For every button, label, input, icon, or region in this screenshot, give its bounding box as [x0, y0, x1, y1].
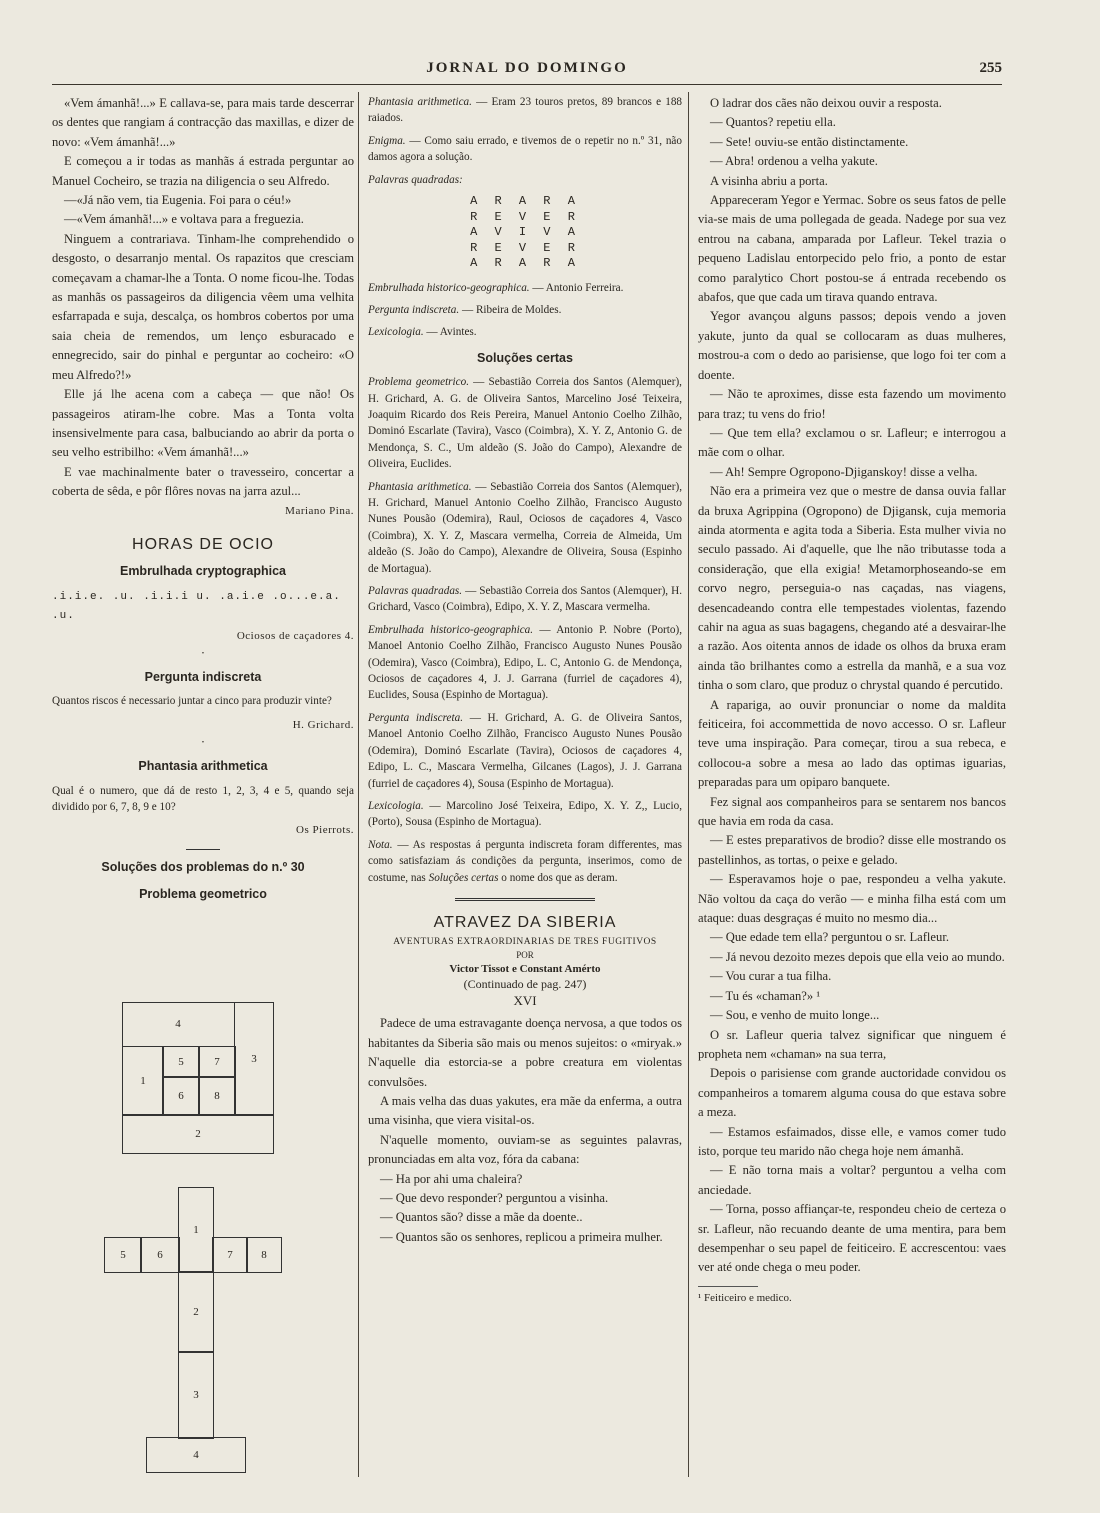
- paragraph: — Não te aproximes, disse esta fazendo um movimento para traz; tu vens do frio!: [698, 387, 1006, 421]
- puzzle-title: Pergunta indiscreta: [144, 669, 262, 684]
- note-end: o nome dos que as deram.: [498, 871, 618, 884]
- square-piece-label: 2: [122, 1114, 274, 1154]
- answer-label: Lexicologia.: [368, 326, 424, 339]
- solver-label: Embrulhada historico-geographica.: [368, 623, 534, 636]
- answer-text: — Avintes.: [423, 326, 477, 339]
- column-3: [698, 94, 1006, 1308]
- paragraph: — E não torna mais a voltar? perguntou a velha com anciedade.: [698, 1163, 1006, 1197]
- note-text: — As respostas á pergunta indiscreta foram differentes, mas como satisfaziam ás condições da pergunta, inserimos, como de costume, nas: [368, 838, 682, 884]
- cross-piece: 7: [212, 1237, 248, 1273]
- square-piece-label: 7: [198, 1046, 236, 1078]
- paragraph: Appareceram Yegor e Yermac. Sobre os seus fatos de pelle via-se mais de uma pollegada de geada. Nadege por sua vez entrou na cabana, amparada por Lafleur. Tekel trazia o pequeno Ladislau entorpecido pelo frio, a ponto de estar como paralytico Chort postou-se á entrada recebendo os abafos, que que cada um tirava quando entrava.: [698, 193, 1006, 305]
- answer-text: — Antonio Ferreira.: [529, 281, 624, 294]
- serial-continuation: [698, 94, 1006, 1278]
- answer-text: — Como saiu errado, e tivemos de o repetir no n.º 31, não damos agora a solução.: [368, 134, 682, 164]
- paragraph: N'aquelle momento, ouviam-se as seguintes palavras, pronunciadas em alta voz, fóra da cabana:: [368, 1132, 682, 1167]
- answer-entry: [368, 280, 682, 296]
- cross-piece: 2: [178, 1271, 214, 1353]
- solver-label: Pergunta indiscreta.: [368, 711, 464, 724]
- puzzle-title: Phantasia arithmetica: [138, 759, 268, 774]
- paragraph: A rapariga, ao ouvir pronunciar o nome da maldita feiticeira, foi accommettida de novo accesso. O sr. Lafleur teve uma inspiração. Para começar, tirou a sua rebeca, e collocou-a sobre a mesa ao lado das optimas iguarias, preparadas para um opiparo banquete.: [698, 697, 1006, 790]
- puzzle-text: Quantos riscos é necessario juntar a cinco para produzir vinte?: [52, 695, 332, 708]
- paragraph: E vae machinalmente bater o travesseiro, concertar a coberta de sêda, e pôr flôres novas na jarra azul...: [52, 464, 354, 499]
- paragraph: — Tu és «chaman?» ¹: [710, 988, 821, 1003]
- paragraph: — E estes preparativos de brodio? disse elle mostrando os pastellinhos, as tortas, o peixe e gelado.: [698, 833, 1006, 867]
- serial-continued: (Continuado de pag. 247): [463, 977, 587, 992]
- cross-piece: 3: [178, 1351, 214, 1439]
- solver-entry: [368, 710, 682, 792]
- square-piece-label: 5: [162, 1046, 200, 1078]
- serial-title: ATRAVEZ DA SIBERIA: [433, 913, 617, 931]
- note-italic: Soluções certas: [428, 871, 499, 884]
- geometric-title: Problema geometrico: [139, 887, 267, 902]
- cross-piece: 8: [246, 1237, 282, 1273]
- solvers-list: [368, 374, 682, 831]
- solver-entry: [368, 798, 682, 831]
- solver-label: Problema geometrico.: [368, 376, 469, 389]
- solver-names: — Antonio P. Nobre (Porto), Manoel Antonio Coelho Zilhão, Francisco Augusto Nunes Pousão (Odemira), Vasco (Coimbra), Edipo, L. C, Antonio G. de Mendonça, Ociosos de caçadores 4, J. J. Garrana (furriel de caçadores 4), Euclides, Sousa (Espinho de Mortagua).: [368, 623, 682, 702]
- column-2: [368, 94, 682, 1247]
- cross-piece: 4: [146, 1437, 246, 1473]
- column-divider: [688, 92, 689, 1477]
- word-square-row: A V I V A: [470, 225, 580, 240]
- solver-names: — Sebastião Correia dos Santos (Alemquer), H. Grichard, Manuel Antonio Coelho Zilhão, Francisco Augusto Nunes Pousão (Odemira), Raul, Ociosos de caçadores 4, Vasco (Coimbra), X. Y. Z, Mascara vermelha, Correia de Almeida, Um aldeão (S. João do Campo), Alexandre de Oliveira, Sousa (Espinho de Mortagua).: [368, 480, 682, 575]
- paragraph: — Torna, posso affiançar-te, respondeu cheio de certeza o sr. Lafleur, não recuando deante de uma mentira, para bem desempenhar o seu papel de feiticeiro. E accrescentou: vaes ver até onde chega o meu poder.: [698, 1202, 1006, 1275]
- story-text: [52, 94, 354, 502]
- section-title: HORAS DE OCIO: [132, 535, 274, 553]
- square-piece-label: 8: [198, 1076, 236, 1116]
- paragraph: — Vou curar a tua filha.: [710, 969, 832, 984]
- serial-subtitle: AVENTURAS EXTRAORDINARIAS DE TRES FUGITIVOS: [393, 937, 657, 948]
- word-square-row: A R A R A: [470, 194, 580, 209]
- paragraph: Padece de uma estravagante doença nervosa, a que todos os habitantes da Siberia são mais ou menos sujeitos: o «miryak.» N'aquelle dia estorcia-se a pobre creatura em violentas convulsões.: [368, 1016, 682, 1089]
- paragraph: — Já nevou dezoito mezes depois que ella veio ao mundo.: [710, 949, 1005, 964]
- puzzle-signature: Ociosos de caçadores 4.: [236, 629, 354, 642]
- section-rule: [455, 898, 595, 901]
- serial-by: POR: [516, 950, 534, 961]
- divider-dot: ·: [200, 735, 206, 750]
- solver-entry: [368, 479, 682, 577]
- answer-text: — Eram 23 touros pretos, 89 brancos e 188 raiados.: [368, 96, 683, 125]
- answer-entry: [368, 302, 682, 318]
- page-number: 255: [979, 60, 1002, 76]
- paragraph: — Quantos? repetiu ella.: [710, 115, 836, 130]
- column-divider: [358, 92, 359, 1477]
- serial-authors: Victor Tissot e Constant Amérto: [449, 963, 601, 976]
- author-signature: Mariano Pina.: [285, 504, 354, 517]
- paragraph: —«Já não vem, tia Eugenia. Foi para o céu!»: [64, 193, 292, 208]
- answer-entry: [368, 324, 682, 340]
- geometric-square-figure: [122, 1002, 272, 1152]
- separator: [186, 849, 220, 850]
- answer-label: Pergunta indiscreta.: [368, 303, 460, 316]
- solver-label: Phantasia arithmetica.: [368, 480, 472, 493]
- solver-entry: [368, 622, 682, 704]
- word-square-row: R E V E R: [470, 209, 580, 224]
- paragraph: — Ah! Sempre Ogropono-Djiganskoy! disse a velha.: [710, 464, 978, 479]
- paragraph: — Ha por ahi uma chaleira?: [380, 1171, 523, 1186]
- square-piece-label: 1: [122, 1046, 164, 1116]
- square-piece-label: 6: [162, 1076, 200, 1116]
- paragraph: Depois o parisiense com grande auctoridade convidou os companheiros a tomarem alguma cousa do que estava sobre a meza.: [698, 1066, 1006, 1120]
- paragraph: — Sete! ouviu-se então distinctamente.: [710, 134, 909, 149]
- cipher-text: .i.i.e. .u. .i.i.i u. .a.i.e .o...e.a. .u.: [52, 590, 341, 623]
- cross-piece: 6: [140, 1237, 180, 1273]
- solver-names: — Sebastião Correia dos Santos (Alemquer), H. Grichard, A. G. de Oliveira Santos, Marcelino José Teixeira, Joaquim Ricardo dos Reis Pereira, Manuel Antonio Coelho Zilhão, Dominó Escarlate (Tavira), Vasco (Coimbra), X. Y. Z, Antonio G. de Mendonça, S. C., Um aldeão (S. João do Campo), Alexandre de Oliveira, Euclides.: [368, 376, 682, 471]
- paragraph: «Vem ámanhã!...» E callava-se, para mais tarde descerrar os dentes que rangiam á contracção das maxillas, e dizer de novo: «Vem ámanhã!...»: [52, 96, 354, 149]
- answer-label: Palavras quadradas:: [368, 173, 463, 186]
- serial-text: [368, 1014, 682, 1247]
- solver-entry: [368, 583, 682, 616]
- note: [368, 837, 682, 886]
- word-square-row: A R A R A: [470, 256, 580, 271]
- masthead-rule: [52, 84, 1002, 85]
- square-piece-label: 3: [234, 1002, 274, 1116]
- answer-entry: [368, 133, 682, 166]
- footnote-rule: [698, 1286, 758, 1287]
- solvers-title: Soluções certas: [477, 350, 573, 365]
- solver-names: — H. Grichard, A. G. de Oliveira Santos, Manoel Antonio Coelho Zilhão, Francisco Augusto Nunes Pousão (Odemira), Dominó Escarlate (Tavira), Ociosos de caçadores 4, Edipo, L. C., Mascara Vermelha, Gilcanes (Lagos), J. J. Garrana (furriel de caçadores 4), Sousa (Espinho de Mortagua).: [368, 711, 682, 790]
- answer-label: Embrulhada historico-geographica.: [368, 281, 530, 294]
- paragraph: Fez signal aos companheiros para se sentarem nos bancos que havia em roda da casa.: [698, 794, 1006, 829]
- puzzle-text: Qual é o numero, que dá de resto 1, 2, 3, 4 e 5, quando seja dividido por 6, 7, 8, 9 e 10?: [52, 784, 354, 813]
- divider-dot: ·: [200, 645, 206, 660]
- answer-entry: [368, 94, 682, 127]
- answer-entry: [368, 172, 682, 188]
- paragraph: O sr. Lafleur queria talvez significar que ninguem é propheta nem «chaman» na sua terra,: [698, 1027, 1006, 1061]
- paragraph: — Abra! ordenou a velha yakute.: [710, 154, 878, 169]
- paragraph: — Que edade tem ella? perguntou o sr. Lafleur.: [710, 930, 949, 945]
- paragraph: O ladrar dos cães não deixou ouvir a resposta.: [710, 96, 942, 110]
- paragraph: A mais velha das duas yakutes, era mãe da enferma, a outra uma visinha, que viera visital-os.: [368, 1093, 682, 1128]
- answer-label: Phantasia arithmetica.: [368, 96, 472, 108]
- square-piece-label: 4: [175, 1018, 181, 1030]
- cross-piece: 5: [104, 1237, 142, 1273]
- word-square: [368, 194, 682, 272]
- solver-label: Palavras quadradas.: [368, 585, 463, 598]
- paragraph: — Esperavamos hoje o pae, respondeu a velha yakute. Não voltou da caça do verão — e minha filha está com um ataque: duas desgraças é muito no mesmo dia...: [698, 872, 1006, 926]
- paragraph: Não era a primeira vez que o mestre de dansa ouvia fallar da bruxa Agrippina (Ogropono) de Djigansk, cuja memoria ainda atormenta e agita toda a Siberia. Esta mulher vivia no seculo passado. Ai d'aquelle, que lhe não tributasse toda a consideração, que ella exigia! Metamorphoseando-se em corvo negro, perseguia-o nas caçadas, nas viagens, desencadeando contra elle tempestades violentas, fazendo cahir na agua as suas bagagens, chegando até a desvairar-lhe a razão. Aos oitenta annos de idade os olhos da bruxa eram ainda tão brilhantes como a estrella da manhã, e a sua voz tinha o som claro, que produz o chrystal quando é percutido.: [698, 484, 1006, 693]
- answer-text: — Ribeira de Moldes.: [459, 303, 562, 316]
- paragraph: — Que devo responder? perguntou a visinha.: [380, 1191, 609, 1205]
- masthead: [52, 60, 1002, 84]
- solver-label: Lexicologia.: [368, 799, 424, 812]
- note-label: Nota.: [368, 838, 393, 851]
- column-1: [52, 94, 354, 911]
- paragraph: — Sou, e venho de muito longe...: [710, 1008, 880, 1023]
- solver-names: — Sebastião Correia dos Santos (Alemquer), H. Grichard, Vasco (Coimbra), Edipo, X. Y. Z, Mascara vermelha.: [368, 585, 682, 614]
- paragraph: — Que tem ella? exclamou o sr. Lafleur; e interrogou a mãe com o olhar.: [698, 425, 1006, 460]
- masthead-title: JORNAL DO DOMINGO: [426, 60, 628, 76]
- solver-entry: [368, 374, 682, 472]
- answer-label: Enigma.: [368, 134, 406, 147]
- solver-names: — Marcolino José Teixeira, Edipo, X. Y. Z,, Lucio, (Porto), Sousa (Espinho de Mortagua).: [368, 799, 682, 829]
- paragraph: — Quantos são os senhores, replicou a primeira mulher.: [380, 1229, 663, 1244]
- word-square-row: R E V E R: [470, 240, 580, 255]
- paragraph: A visinha abriu a porta.: [710, 173, 828, 188]
- paragraph: Ninguem a contrariava. Tinham-lhe comprehendido o desgosto, o desarranjo mental. Os rapazitos que cresciam começavam a chamar-lhe a Tonta. O nome ficou-lhe. Todas as manhãs os passageiros da diligencia vêem uma velhita esfarrapada e suja, descalça, os hombros cobertos por uma saia cheia de remendos, um lenço esburacado e ennegrecido, sair do pinhal e perguntar ao cocheiro: «O meu Alfredo?!»: [52, 231, 354, 382]
- footnote: ¹ Feiticeiro e medico.: [698, 1291, 792, 1304]
- puzzle-signature: Os Pierrots.: [296, 824, 354, 837]
- paragraph: Elle já lhe acena com a cabeça — que não! Os passageiros atiram-lhe cobre. Mas a Tonta volta insensivelmente para casa, balbuciando ao abrir da porta o seu velho estribilho: «Vem ámanhã!...»: [52, 387, 354, 460]
- puzzle-title: Embrulhada cryptographica: [119, 564, 286, 579]
- cross-piece: 1: [178, 1187, 214, 1273]
- paragraph: — Quantos são? disse a mãe da doente..: [380, 1210, 583, 1225]
- serial-chapter: XVI: [513, 993, 537, 1009]
- paragraph: — Estamos esfaimados, disse elle, e vamos comer tudo isto, porque teu marido não chega hoje nem ámanhã.: [698, 1124, 1006, 1158]
- geometric-cross-figure: [104, 1187, 267, 1473]
- puzzle-signature: H. Grichard.: [292, 718, 354, 731]
- solutions-title: Soluções dos problemas do n.º 30: [101, 859, 305, 874]
- paragraph: —«Vem ámanhã!...» e voltava para a freguezia.: [64, 212, 304, 227]
- paragraph: E começou a ir todas as manhãs á estrada perguntar ao Manuel Cocheiro, se trazia na diligencia o seu Alfredo.: [52, 154, 354, 188]
- paragraph: Yegor avançou alguns passos; depois vendo a joven yakute, junto da qual se collocaram as duas mulheres, mostrou-a com o dedo ao parisiense, que logo foi ter com a doente.: [698, 309, 1006, 382]
